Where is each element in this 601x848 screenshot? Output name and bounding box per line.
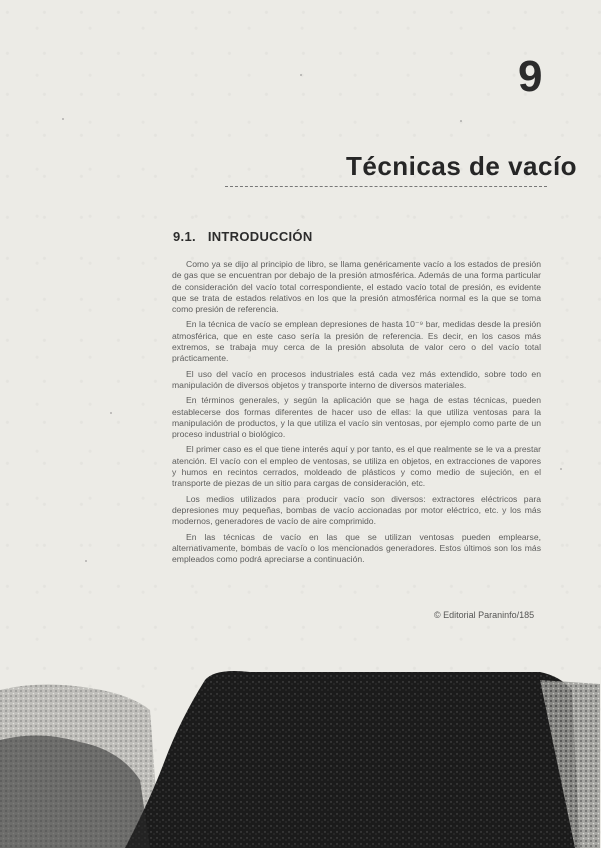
title-underline: [225, 186, 547, 187]
scan-shadow: [0, 650, 601, 848]
chapter-number: 9: [518, 52, 544, 101]
scan-speck: [560, 468, 562, 470]
scan-speck: [62, 118, 64, 120]
paragraph: Como ya se dijo al principio de libro, se llama genéricamente vacío a los estados de presión de gas que se encuentran por debajo de la presión atmosférica. Además de una forma particular de consideración del vacío total correspondiente, el estado vacío total de presión, es evidente que se trata de estados relativos en los que la presión atmosférica normal es la que se toma como presión de referencia.: [172, 259, 541, 315]
paragraph: En la técnica de vacío se emplean depresiones de hasta 10⁻⁹ bar, medidas desde la presión atmosférica, que en este caso sería la presión de referencia. Es decir, en los casos más extremos, se trabaja muy cerca de la presión absoluta de valor cero o del vacío total prácticamente.: [172, 319, 541, 364]
paragraph: En términos generales, y según la aplicación que se haga de estas técnicas, pueden establecerse dos formas diferentes de hacer uso de ellas: la que utiliza ventosas para la manipulación de productos, y la que utiliza el vacío sin ventosas, por ejemplo como parte de un proceso industrial o biológico.: [172, 395, 541, 440]
paragraph: El primer caso es el que tiene interés aquí y por tanto, es el que realmente se le va a prestar atención. El vacío con el empleo de ventosas, se utiliza en objetos, en extracciones de vapores y humos en recintos cerrados, moldeado de plásticos y como medio de sujeción, en el transporte de piezas de un sitio para cargas de consideración, etc.: [172, 444, 541, 489]
paragraph: En las técnicas de vacío en las que se utilizan ventosas pueden emplearse, alternativamente, bombas de vacío o los mencionados generadores. Estos últimos son los más empleados como podrá apreciarse a continuación.: [172, 531, 541, 565]
scan-speck: [460, 120, 462, 122]
section-number: 9.1.: [173, 229, 196, 244]
scan-speck: [300, 74, 302, 76]
page-footer: © Editorial Paraninfo/185: [434, 610, 535, 620]
scan-speck: [85, 560, 87, 562]
body-text: [172, 259, 541, 569]
paragraph: El uso del vacío en procesos industriales está cada vez más extendido, sobre todo en manipulación de diversos objetos y transporte interno de diversos materiales.: [172, 368, 541, 390]
chapter-title: Técnicas de vacío: [346, 151, 578, 181]
section-heading: [173, 229, 313, 244]
scan-speck: [110, 412, 112, 414]
section-title: INTRODUCCIÓN: [207, 229, 313, 244]
paragraph: Los medios utilizados para producir vacío son diversos: extractores eléctricos para depresiones muy pequeñas, bombas de vacío accionadas por motor eléctrico, etc. y los más modernos, generadores de vacío de aire comprimido.: [172, 493, 541, 527]
